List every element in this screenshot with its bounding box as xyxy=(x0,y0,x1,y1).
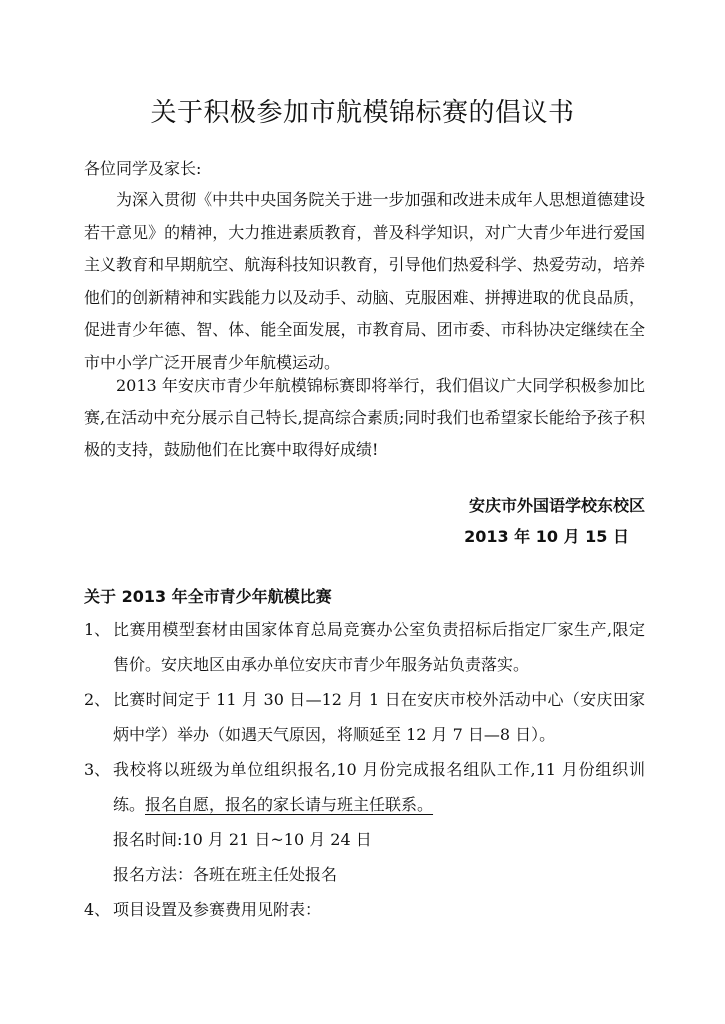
paragraph-2: 2013 年安庆市青少年航模锦标赛即将举行，我们倡议广大同学积极参加比赛,在活动中充分展示自己特长,提高综合素质;同时我们也希望家长能给予孩子积极的支持，鼓励他们在比赛中取得好成绩! xyxy=(84,376,645,459)
signature-date: 2013 年 10 月 15 日 xyxy=(464,527,629,546)
item-number: 2、 xyxy=(84,690,111,709)
list-item xyxy=(84,752,645,822)
registration-method: 报名方法：各班在班主任处报名 xyxy=(113,865,338,884)
item-number: 1、 xyxy=(84,620,111,639)
item-number: 4、 xyxy=(84,900,111,919)
item-text: 比赛时间定于 11 月 30 日—12 月 1 日在安庆市校外活动中心（安庆田家炳中学）举办（如遇天气原因，将顺延至 12 月 7 日—8 日）。 xyxy=(113,690,645,744)
list-item xyxy=(84,682,645,752)
document-title: 关于积极参加市航模锦标赛的倡议书 xyxy=(150,98,575,129)
list-item xyxy=(84,612,645,682)
notice-list xyxy=(84,612,645,927)
list-item xyxy=(84,892,645,927)
paragraph-1: 为深入贯彻《中共中央国务院关于进一步加强和改进未成年人思想道德建设若干意见》的精神，大力推进素质教育，普及科学知识，对广大青少年进行爱国主义教育和早期航空、航海科技知识教育，引导他们热爱科学、热爱劳动，培养他们的创新精神和实践能力以及动手、动脑、克服困难、拼搏进取的优良品质，促进青少年德、智、体、能全面发展，市教育局、团市委、市科协决定继续在全市中小学广泛开展青少年航模运动。 xyxy=(84,190,645,372)
item-text: 项目设置及参赛费用见附表： xyxy=(113,900,322,919)
item-text: 我校将以班级为单位组织报名,10 月份完成报名组队工作,11 月份组织训练。 xyxy=(113,760,645,814)
item-text: 比赛用模型套材由国家体育总局竞赛办公室负责招标后指定厂家生产,限定售价。安庆地区由承办单位安庆市青少年服务站负责落实。 xyxy=(113,620,645,674)
registration-time: 报名时间:10 月 21 日~10 月 24 日 xyxy=(113,830,372,849)
section-heading: 关于 2013 年全市青少年航模比赛 xyxy=(84,587,332,606)
item-underlined-text: 报名自愿，报名的家长请与班主任联系。 xyxy=(145,795,434,814)
item-number: 3、 xyxy=(84,760,111,779)
salutation: 各位同学及家长: xyxy=(84,159,202,178)
signature-organization: 安庆市外国语学校东校区 xyxy=(468,496,645,515)
